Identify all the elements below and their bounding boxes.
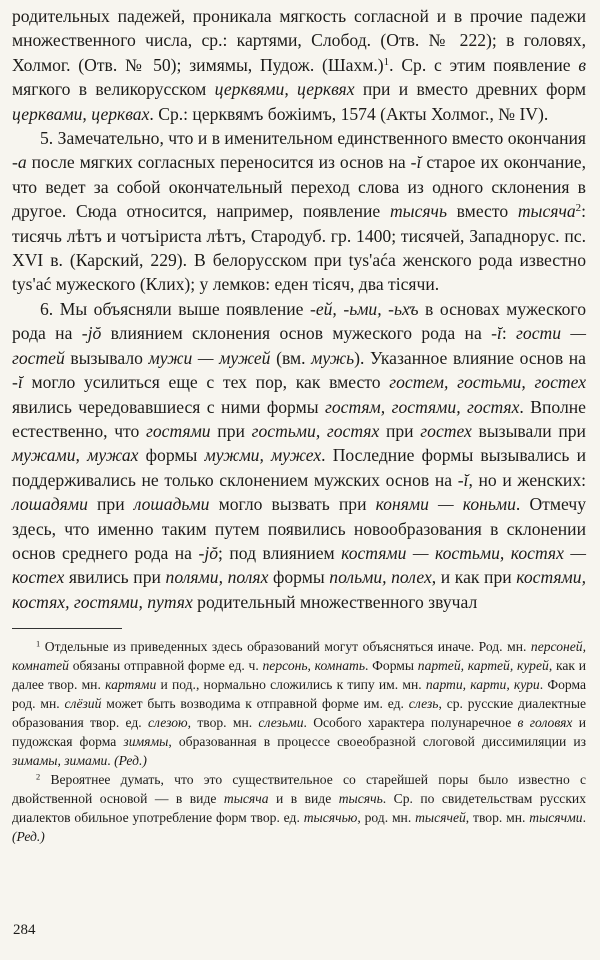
italic-term: тысяча: [517, 201, 576, 222]
italic-term: тысячми: [529, 810, 583, 826]
text-run: формы: [268, 567, 330, 588]
italic-term: тысяча: [223, 791, 269, 807]
italic-term: -ĭ: [12, 372, 23, 393]
italic-term: в головях: [517, 715, 573, 731]
italic-term: зимамы, зимами: [12, 753, 108, 769]
text-run: , род. мн.: [357, 810, 416, 826]
text-run: и под., нормально сложились к типу им. мн.: [156, 677, 426, 693]
italic-term: -ĭ: [457, 469, 469, 490]
text-run: , и как при: [431, 567, 517, 588]
italic-term: слезь: [408, 696, 439, 712]
text-run: 5. Замечательно, что и в именительном единственного вместо окончания: [40, 128, 586, 149]
text-run: явились чередовавшиеся с ними формы: [12, 396, 325, 417]
italic-term: парти, карти, кури: [425, 677, 540, 693]
text-run: ). Указанное влияние основ на: [354, 347, 586, 368]
text-run: , твор. мн.: [187, 715, 259, 731]
italic-term: в: [578, 54, 586, 75]
italic-term: гостями: [146, 420, 211, 441]
italic-term: партей, картей, курей: [417, 658, 549, 674]
italic-term: слезою: [147, 715, 188, 731]
text-run: явились при: [64, 567, 166, 588]
italic-term: -jŏ: [198, 542, 219, 563]
page-number: 284: [13, 922, 36, 938]
footnote-marker: 1: [383, 55, 390, 68]
italic-term: лошадьми: [133, 494, 210, 515]
text-run: (вм.: [270, 347, 312, 368]
text-run: 6. Мы объясняли выше появление: [40, 298, 310, 319]
italic-term: -ĭ: [410, 152, 422, 173]
italic-term: костями, костях, гостями, путях: [12, 567, 586, 612]
paragraph-1: [12, 4, 586, 126]
italic-term: картями: [105, 677, 157, 693]
italic-term: конями — коньми: [375, 494, 516, 515]
text-run: при и вместо древних форм: [354, 79, 586, 100]
footnotes: [12, 637, 586, 846]
text-run: вызывало: [64, 347, 149, 368]
text-run: могло вызвать при: [209, 494, 376, 515]
text-run: Отдельные из приведенных здесь образований могут объясняться иначе. Род. мн.: [40, 639, 531, 655]
text-run: . Особого характера полунаречное: [303, 715, 518, 731]
text-run: при: [87, 494, 134, 515]
text-run: при: [210, 420, 252, 441]
text-run: . Форма род. мн.: [12, 677, 587, 712]
italic-term: костями — костьми, костях — костех: [12, 542, 586, 588]
text-run: . Отмечу здесь, что именно таким путем появились новообразования в склонении основ среднего рода на: [12, 494, 586, 563]
text-run: . Формы: [365, 658, 418, 674]
text-run: . Ср.: церквямъ божіимъ, 1574 (Акты Холмог., № IV).: [149, 103, 549, 124]
italic-term: слёзий: [64, 696, 102, 712]
text-run: вместо: [446, 201, 518, 222]
italic-term: церквами, церквах: [12, 103, 150, 124]
text-run: , образованная в процессе своеобразной слоговой диссимиляции из: [168, 734, 587, 750]
text-run: . Ср. по свидетельствам русских диалектов обильное употребление форм твор. ед.: [12, 791, 586, 826]
text-run: старое их окончание, что ведет за собой окончательный переход слова из одного склонения в другое. Сюда относится, например, появление: [12, 152, 586, 222]
italic-term: -ей, -ьми, -ьхъ: [309, 298, 419, 319]
text-run: :: [501, 323, 517, 344]
footnote-1: [12, 637, 586, 770]
italic-term: гостех: [420, 420, 472, 441]
italic-term: -а: [12, 152, 27, 173]
text-run: .: [582, 810, 586, 826]
footnote-marker: 2: [575, 202, 582, 215]
italic-term: персонь, комнать: [262, 658, 366, 674]
italic-term: -jŏ: [81, 323, 102, 344]
text-run: может быть возводима к отправной форме им. ед.: [101, 696, 409, 712]
italic-term: гости — гостей: [12, 323, 586, 368]
italic-term: тысячь: [389, 201, 447, 222]
text-run: . Вполне естественно, что: [12, 396, 586, 441]
text-run: формы: [138, 445, 205, 466]
italic-term: персоней, комнатей: [12, 639, 586, 674]
footnote-2: [12, 770, 586, 846]
text-run: при: [379, 420, 421, 441]
text-run: , как и далее твор. мн.: [12, 658, 587, 693]
italic-term: мужи — мужей: [148, 347, 271, 368]
italic-term: гостем, гостьми, гостех: [389, 372, 587, 393]
text-run: вызывали при: [471, 420, 586, 441]
footnote-marker: 1: [36, 638, 41, 649]
text-run: и пудожская форма: [12, 715, 586, 750]
italic-term: зимямы: [123, 734, 169, 750]
italic-term: тысячь: [338, 791, 383, 807]
text-run: , ср. русские диалектные образования твор. ед.: [12, 696, 587, 731]
main-text: [12, 4, 586, 614]
text-run: и в виде: [268, 791, 339, 807]
text-run: обязаны отправной форме ед. ч.: [68, 658, 263, 674]
italic-term: полями, полях: [165, 567, 269, 588]
italic-term: тысячью: [303, 810, 358, 826]
text-run: ; под влиянием: [218, 542, 342, 563]
paragraph-3: [12, 297, 586, 614]
text-run: родительный множественного звучал: [192, 591, 478, 612]
text-run: , но и женских:: [468, 469, 587, 490]
italic-term: слезьми: [258, 715, 304, 731]
italic-term: лошадями: [12, 494, 88, 515]
italic-term: польми, полех: [329, 567, 432, 588]
italic-term: мужь: [311, 347, 355, 368]
footnote-separator: [12, 628, 122, 629]
text-run: Вероятнее думать, что это существительное со старейшей поры было известно с двойственной основой — в виде: [12, 772, 586, 807]
italic-term: (Ред.): [114, 753, 147, 769]
text-run: , твор. мн.: [465, 810, 530, 826]
text-run: влиянием склонения основ мужеского рода на: [101, 323, 492, 344]
footnote-marker: 2: [36, 771, 41, 782]
italic-term: тысячей: [415, 810, 466, 826]
text-run: : тисячь лѣтъ и чотъіриста лѣтъ, Стародуб. гр. 1400; тисячей, Западнорус. пс. XVI в. (Карский, 229). В белорусском при tys'aća женского рода известно tys'ać мужеского (Клих); у лемков: еден тісяч, два тісячи.: [12, 201, 586, 295]
italic-term: -ĭ: [491, 323, 502, 344]
italic-term: гостям, гостями, гостях: [324, 396, 520, 417]
italic-term: мужами, мужах: [12, 445, 139, 466]
italic-term: церквями, церквях: [214, 79, 355, 100]
text-run: могло усилиться еще с тех пор, как вместо: [22, 372, 390, 393]
italic-term: гостьми, гостях: [251, 420, 380, 441]
paragraph-2: [12, 126, 586, 297]
italic-term: (Ред.): [12, 829, 45, 845]
text-run: в основах мужеского рода на: [12, 298, 586, 344]
text-run: мягкого в великорусском: [12, 79, 215, 100]
text-run: . Ср. с этим появление: [389, 54, 579, 75]
text-run: после мягких согласных переносится из основ на: [26, 152, 411, 173]
text-run: . Последние формы вызывались и поддерживались не только склонением мужских основ на: [12, 445, 586, 490]
text-run: .: [107, 753, 115, 769]
italic-term: мужми, мужех: [204, 445, 322, 466]
text-run: родительных падежей, проникала мягкость согласной и в прочие падежи множественного числа, ср.: картями, Слобод. (Отв. № 222); в головях, Холмог. (Отв. № 50); зимямы, Пудож. (Шахм.): [12, 6, 586, 75]
